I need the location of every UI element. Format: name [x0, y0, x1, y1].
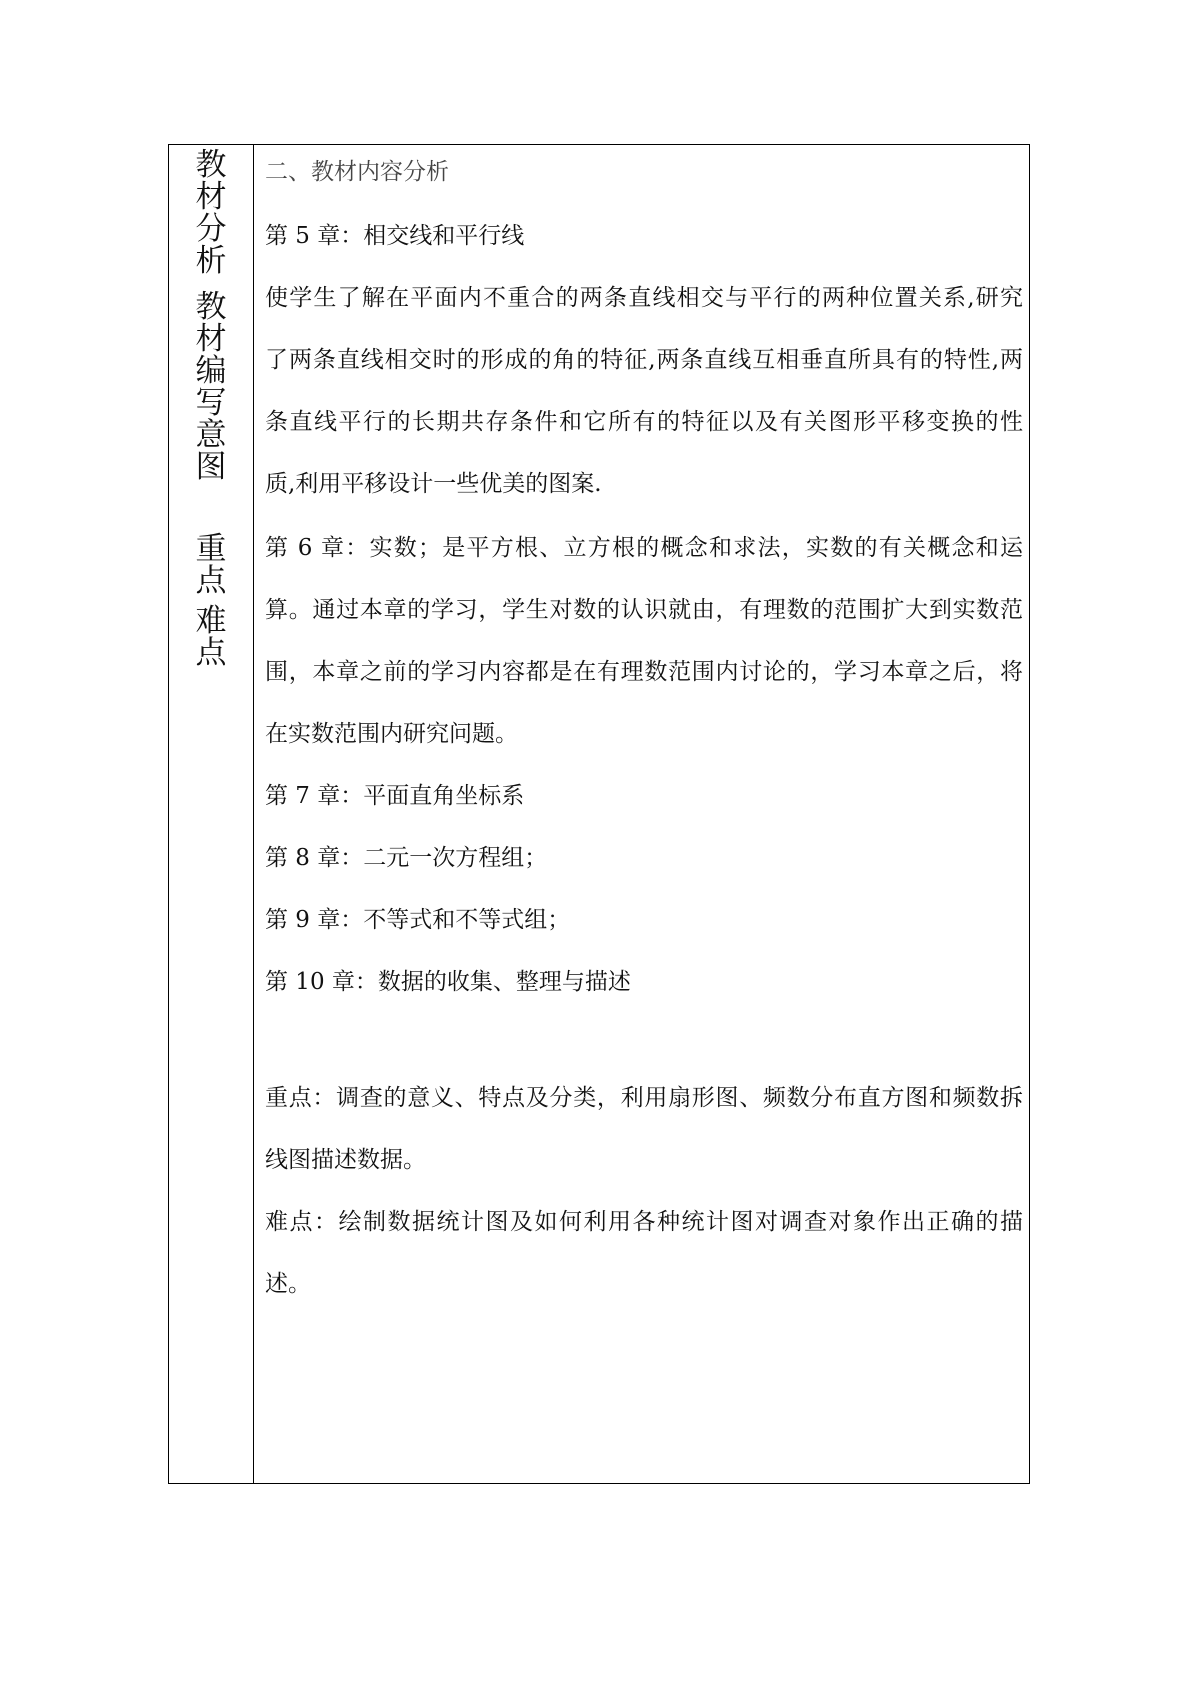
- chapter-5-line-1: 使学生了解在平面内不重合的两条直线相交与平行的两种位置关系,研究: [265, 285, 1023, 311]
- key-points-line-1: 重点：调查的意义、特点及分类，利用扇形图、频数分布直方图和频数拆: [265, 1085, 1023, 1111]
- column-divider: [253, 145, 254, 1483]
- row-header-cell: [169, 145, 253, 1483]
- section-title: 二、教材内容分析: [265, 159, 449, 185]
- chapter-5-title: 第 5 章：相交线和平行线: [265, 223, 525, 249]
- chapter-6-line-3: 围，本章之前的学习内容都是在有理数范围内讨论的，学习本章之后，将: [265, 659, 1023, 685]
- chapter-8-title: 第 8 章：二元一次方程组；: [265, 845, 548, 871]
- header-difficulties: 难 点: [195, 603, 227, 671]
- chapter-9-title: 第 9 章：不等式和不等式组；: [265, 907, 571, 933]
- chapter-5-line-4: 质,利用平移设计一些优美的图案.: [265, 471, 602, 497]
- content-table: [168, 144, 1030, 1484]
- key-points-line-2: 线图描述数据。: [265, 1147, 426, 1173]
- chapter-5-line-2: 了两条直线相交时的形成的角的特征,两条直线互相垂直所具有的特性,两: [265, 347, 1023, 373]
- difficulties-line-2: 述。: [265, 1271, 311, 1297]
- chapter-6-line-2: 算。通过本章的学习，学生对数的认识就由，有理数的范围扩大到实数范: [265, 597, 1023, 623]
- chapter-10-title: 第 10 章：数据的收集、整理与描述: [265, 969, 631, 995]
- header-textbook-analysis: 教 材 分 析: [195, 147, 227, 279]
- chapter-7-title: 第 7 章：平面直角坐标系: [265, 783, 525, 809]
- header-key-points: 重 点: [195, 531, 227, 599]
- chapter-6-line-1: 第 6 章：实数；是平方根、立方根的概念和求法，实数的有关概念和运: [265, 535, 1023, 561]
- chapter-5-line-3: 条直线平行的长期共存条件和它所有的特征以及有关图形平移变换的性: [265, 409, 1023, 435]
- chapter-6-line-4: 在实数范围内研究问题。: [265, 721, 518, 747]
- header-writing-intent: 教 材 编 写 意 图: [195, 289, 227, 485]
- difficulties-line-1: 难点：绘制数据统计图及如何利用各种统计图对调查对象作出正确的描: [265, 1209, 1023, 1235]
